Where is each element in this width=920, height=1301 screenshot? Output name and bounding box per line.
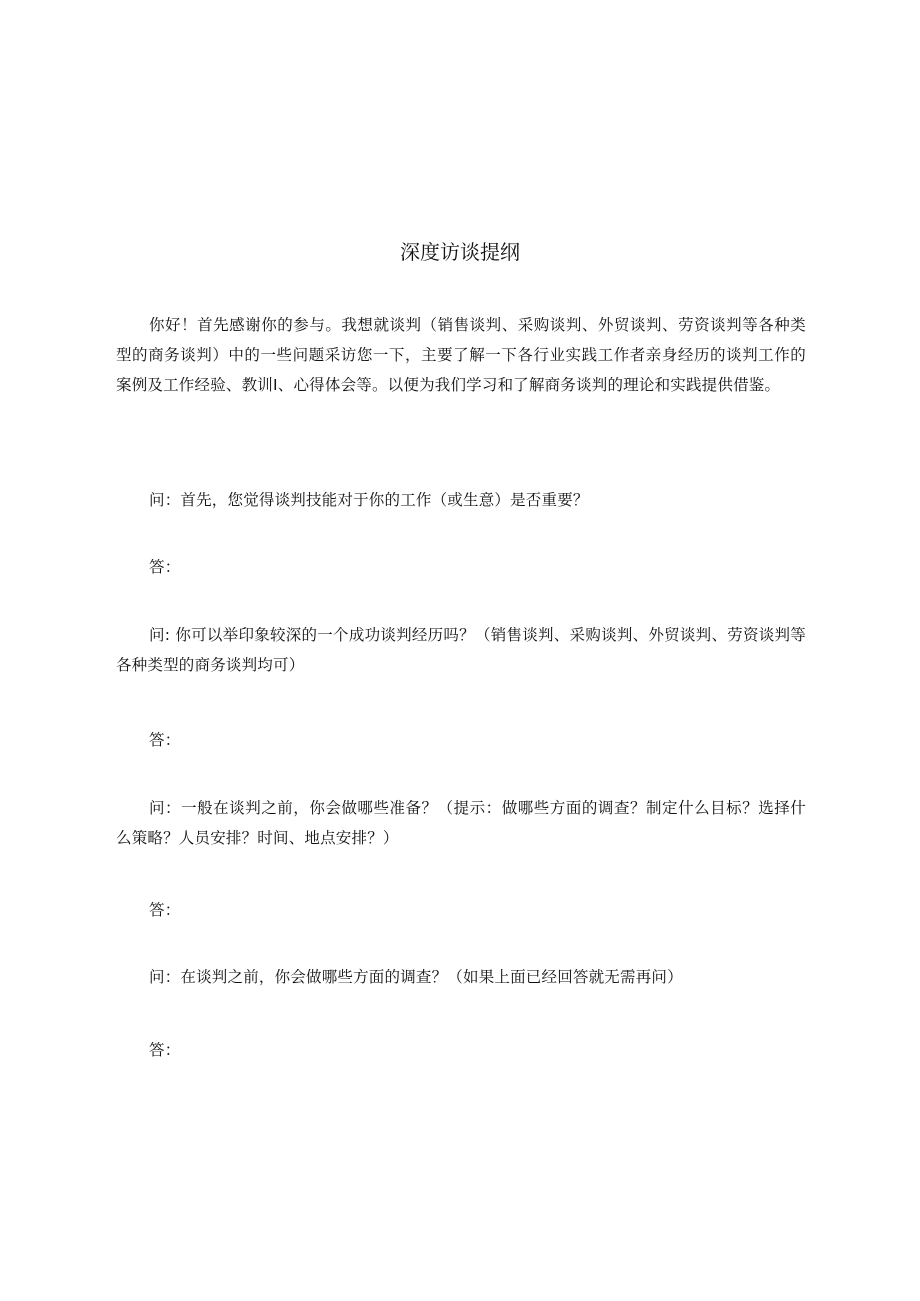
- answer-1: 答：: [149, 558, 181, 576]
- answer-4: 答：: [149, 1041, 181, 1059]
- answer-3: 答：: [149, 901, 181, 919]
- answer-2: 答：: [149, 731, 181, 749]
- question-2: 问: 你可以举印象较深的一个成功谈判经历吗？（销售谈判、采购谈判、外贸谈判、劳资谈判等各种类型的商务谈判均可）: [116, 626, 806, 674]
- question-3: 问：一般在谈判之前，你会做哪些准备？（提示：做哪些方面的调查？制定什么目标？选择什么策略？人员安排？时间、地点安排？）: [116, 799, 806, 847]
- question-4: 问：在谈判之前，你会做哪些方面的调查？（如果上面已经回答就无需再问）: [149, 968, 683, 986]
- intro-paragraph: 你好！首先感谢你的参与。我想就谈判（销售谈判、采购谈判、外贸谈判、劳资谈判等各种类型的商务谈判）中的一些问题采访您一下，主要了解一下各行业实践工作者亲身经历的谈判工作的案例及工作经验、教训I、心得体会等。以便为我们学习和了解商务谈判的理论和实践提供借鉴。: [116, 316, 806, 394]
- page-title: 深度访谈提纲: [400, 240, 520, 264]
- question-1: 问：首先，您觉得谈判技能对于你的工作（或生意）是否重要？: [149, 491, 589, 509]
